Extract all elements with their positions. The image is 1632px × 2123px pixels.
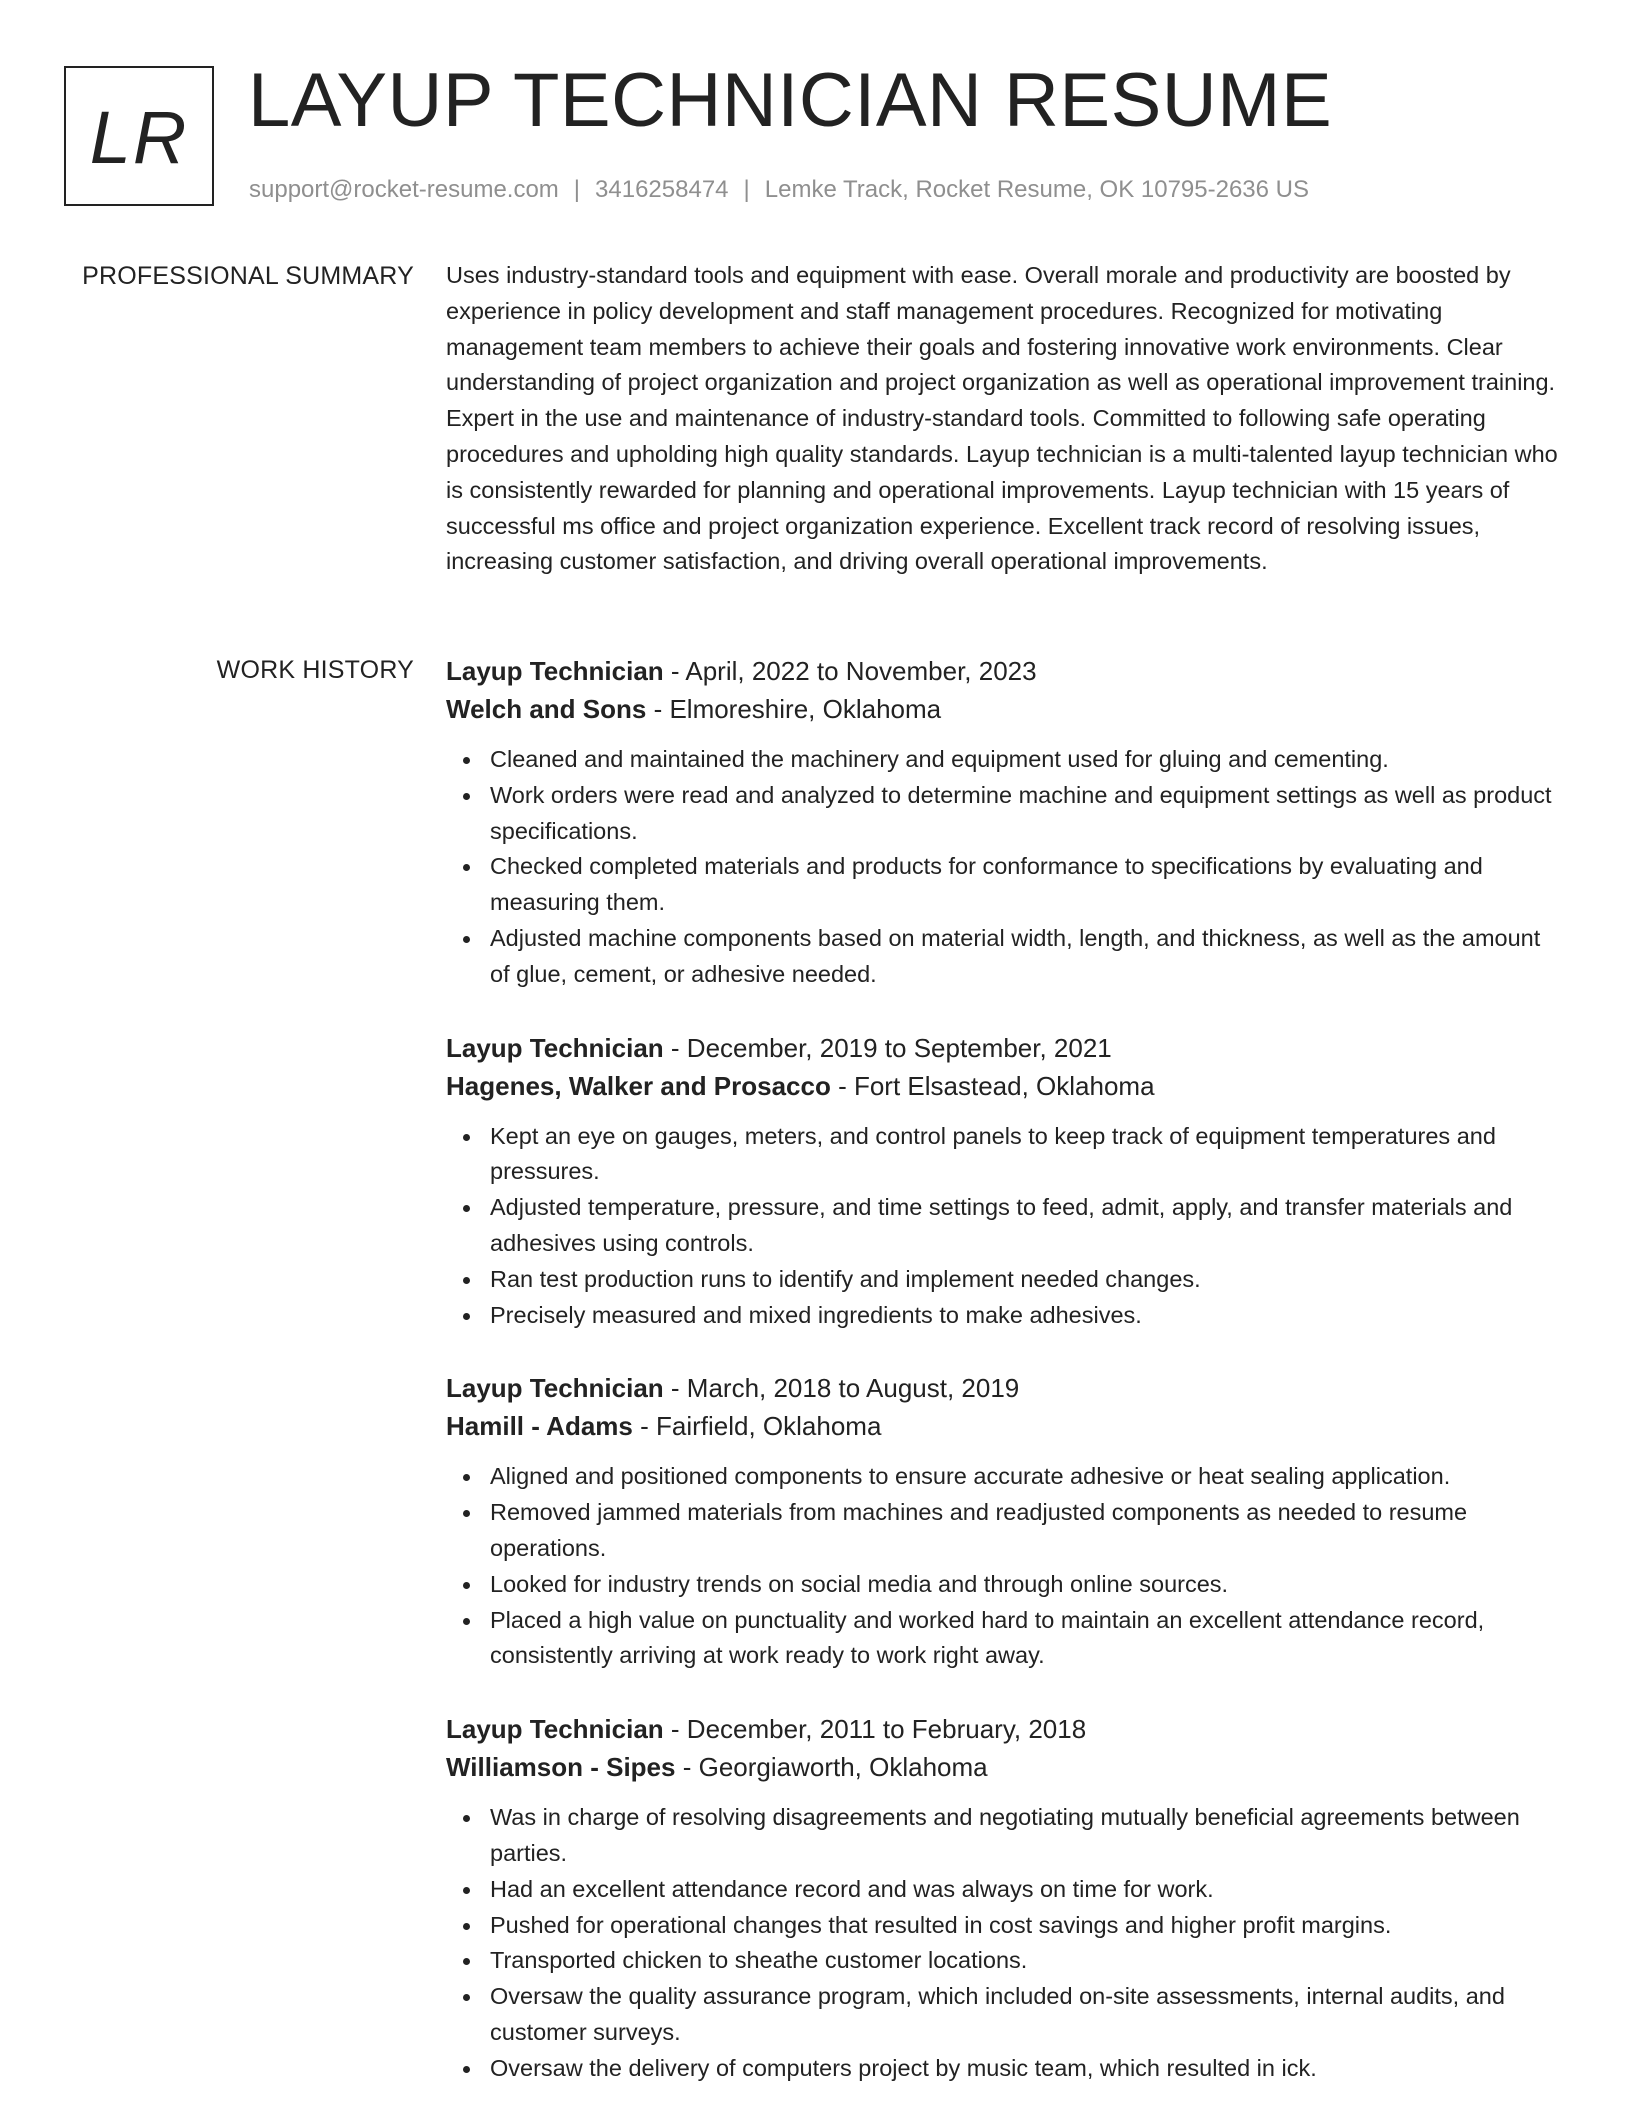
contact-separator: | [573,176,581,203]
contact-separator: | [743,176,750,203]
monogram-box [64,66,214,206]
job-bullet-list [446,1800,1560,2086]
section-label-summary: PROFESSIONAL SUMMARY [82,262,414,290]
resume-title: LAYUP TECHNICIAN RESUME [248,58,1333,143]
job-bullet: Work orders were read and analyzed to determine machine and equipment settings as well as product specifications. [490,778,1560,850]
job-title-line [446,1710,1560,1748]
job-location: - Elmoreshire, Oklahoma [646,694,942,724]
job-dates: - December, 2019 to September, 2021 [663,1032,1112,1063]
contact-address: Lemke Track, Rocket Resume, OK 10795-2636 US [764,176,1310,203]
job-bullet: Was in charge of resolving disagreements and negotiating mutually beneficial agreements between parties. [490,1800,1560,1872]
job-entry [446,1029,1560,1334]
job-location: - Fairfield, Oklahoma [632,1411,882,1442]
job-location: - Fort Elsastead, Oklahoma [830,1070,1155,1101]
job-dates: - April, 2022 to November, 2023 [663,656,1037,686]
job-entry [446,1710,1560,2086]
job-bullet: Pushed for operational changes that resulted in cost savings and higher profit margins. [490,1908,1560,1944]
job-company: Welch and Sons [446,694,647,724]
job-title: Layup Technician [446,656,664,686]
contact-email: support@rocket-resume.com [249,176,559,203]
job-title-line [446,1029,1560,1067]
job-company: Williamson - Sipes [446,1752,676,1783]
job-bullet: Adjusted machine components based on material width, length, and thickness, as well as the amount of glue, cement, or adhesive needed. [490,921,1560,993]
job-bullet-list [446,1459,1560,1674]
job-entry [446,1369,1560,1674]
contact-phone: 3416258474 [595,176,729,203]
job-bullet: Transported chicken to sheathe customer locations. [490,1943,1560,1979]
job-bullet: Checked completed materials and products for conformance to specifications by evaluating and measuring them. [490,849,1560,921]
monogram-initials: LR [89,95,189,179]
job-dates: - March, 2018 to August, 2019 [663,1373,1020,1404]
job-bullet: Ran test production runs to identify and implement needed changes. [490,1262,1560,1298]
job-dates: - December, 2011 to February, 2018 [663,1714,1087,1745]
summary-body [446,258,1560,580]
job-bullet: Had an excellent attendance record and was always on time for work. [490,1872,1560,1908]
job-company-line [446,1407,1560,1445]
job-bullet: Adjusted temperature, pressure, and time settings to feed, admit, apply, and transfer materials and adhesives using controls. [490,1190,1560,1262]
job-company-line [446,1067,1560,1105]
job-title-line [446,652,1560,690]
job-company: Hamill - Adams [446,1411,633,1442]
job-title: Layup Technician [446,1373,664,1404]
job-bullet: Placed a high value on punctuality and worked hard to maintain an excellent attendance record, consistently arriving at work ready to work right away. [490,1603,1560,1675]
job-bullet: Oversaw the quality assurance program, which included on-site assessments, internal audits, and customer surveys. [490,1979,1560,2051]
job-company: Hagenes, Walker and Prosacco [446,1070,831,1101]
job-bullet: Aligned and positioned components to ensure accurate adhesive or heat sealing application. [490,1459,1560,1495]
job-location: - Georgiaworth, Oklahoma [675,1752,988,1783]
job-company-line [446,690,1560,728]
job-entry [446,652,1560,993]
job-bullet: Cleaned and maintained the machinery and equipment used for gluing and cementing. [490,742,1560,778]
job-bullet: Kept an eye on gauges, meters, and control panels to keep track of equipment temperatures and pressures. [490,1119,1560,1191]
job-bullet-list [446,1119,1560,1334]
section-label-work-history: WORK HISTORY [216,656,414,684]
job-bullet: Removed jammed materials from machines and readjusted components as needed to resume operations. [490,1495,1560,1567]
job-bullet: Oversaw the delivery of computers project by music team, which resulted in ick. [490,2051,1560,2087]
work-history-body [446,652,1560,2123]
job-bullet: Precisely measured and mixed ingredients to make adhesives. [490,1298,1560,1334]
job-title: Layup Technician [446,1714,664,1745]
contact-line [249,172,1309,208]
job-title-line [446,1369,1560,1407]
job-bullet: Looked for industry trends on social media and through online sources. [490,1567,1560,1603]
job-title: Layup Technician [446,1032,664,1063]
job-company-line [446,1748,1560,1786]
job-bullet-list [446,742,1560,993]
summary-text: Uses industry-standard tools and equipment with ease. Overall morale and productivity are boosted by experience in policy development and staff management procedures. Recognized for motivating management team members to achieve their goals and fostering innovative work environments. Clear understanding of project organization and project organization as well as operational improvement training. Expert in the use and maintenance of industry-standard tools. Committed to following safe operating procedures and upholding high quality standards. Layup technician is a multi-talented layup technician who is consistently rewarded for planning and operational improvements. Layup technician with 15 years of successful ms office and project organization experience. Excellent track record of resolving issues, increasing customer satisfaction, and driving overall operational improvements. [446,262,1558,575]
